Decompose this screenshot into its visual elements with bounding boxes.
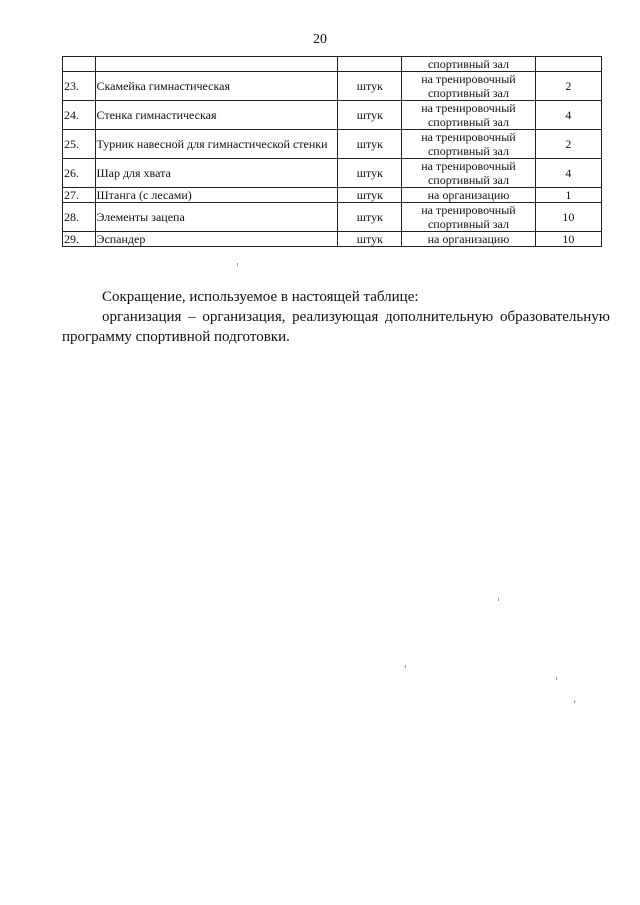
page-number: 20 [313,32,327,47]
row-unit: штук [338,101,402,130]
row-quantity: 4 [535,101,601,130]
table-row [63,101,602,130]
row-quantity [535,57,601,72]
row-name: Эспандер [95,232,338,247]
scan-speck [237,263,238,266]
row-quantity: 2 [535,130,601,159]
row-number: 29. [63,232,96,247]
row-number: 27. [63,188,96,203]
row-unit: штук [338,72,402,101]
row-rate: на тренировочный спортивный зал [402,101,535,130]
row-unit: штук [338,130,402,159]
row-unit: штук [338,159,402,188]
row-name: Шар для хвата [95,159,338,188]
scan-speck [405,665,406,668]
scan-speck [498,598,499,601]
row-name: Стенка гимнастическая [95,101,338,130]
row-number [63,57,96,72]
row-name [95,57,338,72]
equipment-table [62,56,602,247]
row-number: 23. [63,72,96,101]
row-unit: штук [338,232,402,247]
table-row [63,232,602,247]
row-name: Турник навесной для гимнастической стенки [95,130,338,159]
table-row [63,188,602,203]
row-rate: на организацию [402,232,535,247]
row-rate: спортивный зал [402,57,535,72]
row-quantity: 10 [535,203,601,232]
row-unit: штук [338,203,402,232]
row-name: Штанга (с лесами) [95,188,338,203]
scan-speck [574,700,575,703]
row-rate: на тренировочный спортивный зал [402,159,535,188]
row-name: Скамейка гимнастическая [95,72,338,101]
table-row [63,203,602,232]
row-rate: на тренировочный спортивный зал [402,130,535,159]
row-quantity: 4 [535,159,601,188]
row-number: 28. [63,203,96,232]
row-rate: на организацию [402,188,535,203]
table-row [63,159,602,188]
table-row [63,72,602,101]
table-row [63,130,602,159]
row-number: 26. [63,159,96,188]
row-quantity: 10 [535,232,601,247]
scan-speck [556,677,557,680]
row-name: Элементы зацепа [95,203,338,232]
abbreviation-heading: Сокращение, используемое в настоящей таблице: [102,289,419,305]
row-unit [338,57,402,72]
abbreviation-definition: организация – организация, реализующая дополнительную образовательную программу спортивной подготовки. [62,309,610,345]
row-number: 24. [63,101,96,130]
row-quantity: 2 [535,72,601,101]
row-quantity: 1 [535,188,601,203]
row-rate: на тренировочный спортивный зал [402,203,535,232]
row-unit: штук [338,188,402,203]
row-number: 25. [63,130,96,159]
row-rate: на тренировочный спортивный зал [402,72,535,101]
table-row-continuation [63,57,602,72]
